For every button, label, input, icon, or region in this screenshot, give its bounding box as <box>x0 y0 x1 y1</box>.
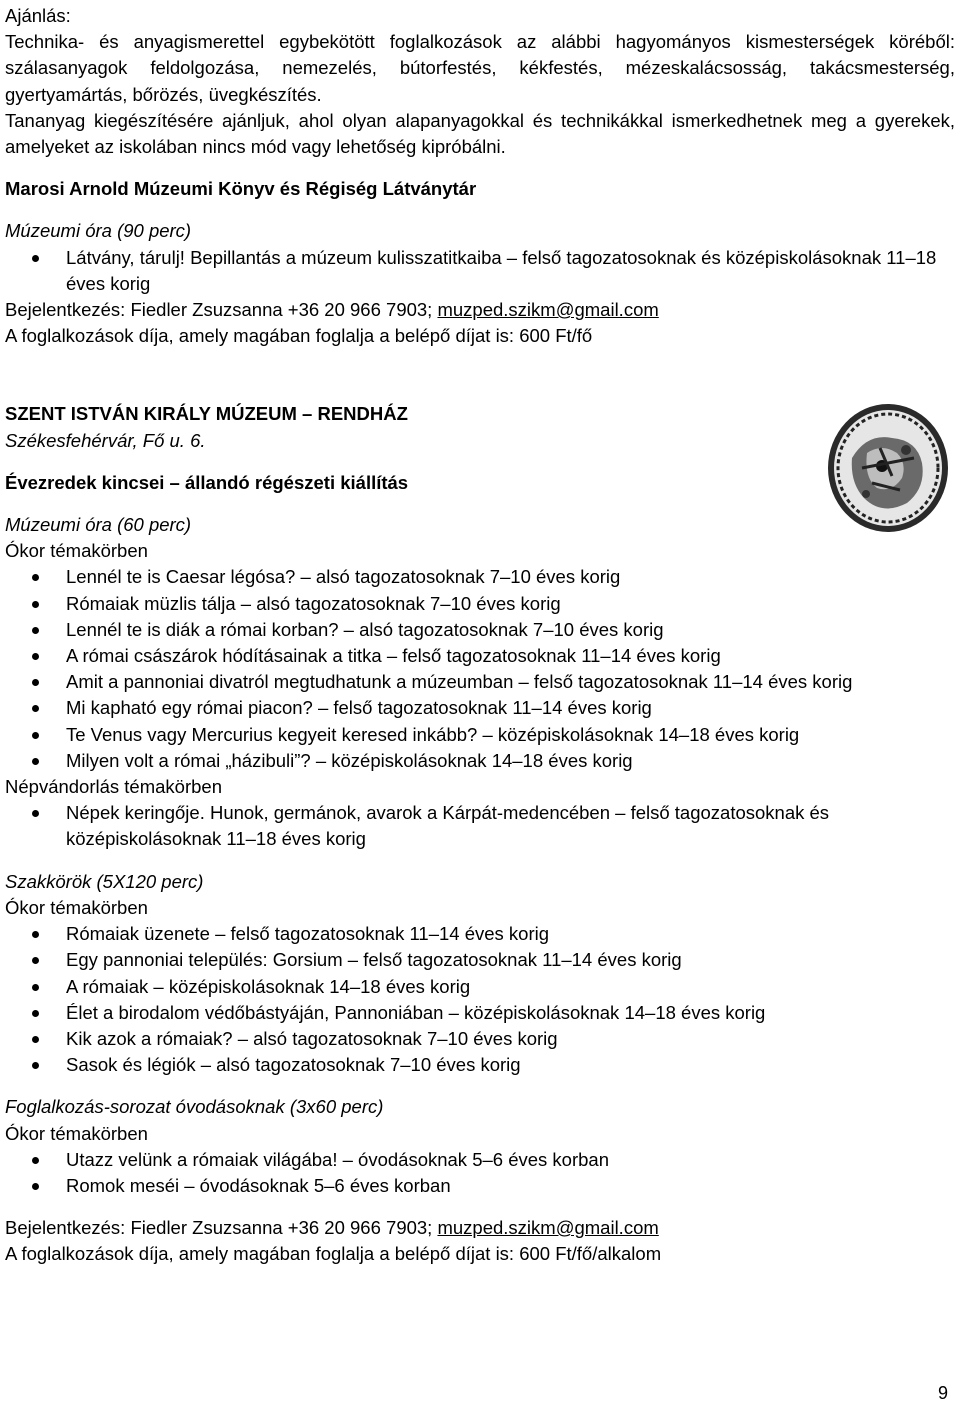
list-item: A rómaiak – középiskolásoknak 14–18 éves korig <box>5 974 955 1000</box>
intro-heading: Ajánlás: <box>5 5 71 26</box>
list-item: Lennél te is Caesar légósa? – alsó tagozatosoknak 7–10 éves korig <box>5 564 955 590</box>
list-item: Romok meséi – óvodásoknak 5–6 éves korban <box>5 1173 955 1199</box>
list-item: Mi kapható egy római piacon? – felső tagozatosoknak 11–14 éves korig <box>5 695 955 721</box>
list-item: Látvány, tárulj! Bepillantás a múzeum kulisszatitkaiba – felső tagozatosoknak és középiskolásoknak 11–18 éves korig <box>5 245 955 297</box>
lesson60-migration-list <box>5 800 955 852</box>
booking-text: Bejelentkezés: Fiedler Zsuzsanna +36 20 966 7903; <box>5 299 438 321</box>
marosi-lesson-subtitle: Múzeumi óra (90 perc) <box>5 220 192 242</box>
list-item: Te Venus vagy Mercurius kegyeit keresed inkább? – középiskolásoknak 14–18 éves korig <box>5 722 955 748</box>
list-item: Népek keringője. Hunok, germánok, avarok a Kárpát-medencében – felső tagozatosoknak és középiskolásoknak 11–18 éves korig <box>5 800 955 852</box>
footer-fee: A foglalkozások díja, amely magában foglalja a belépő díjat is: 600 Ft/fő/alkalom <box>5 1243 662 1265</box>
footer-booking <box>5 1215 955 1241</box>
clubs-list <box>5 921 955 1078</box>
lesson60-ancient-list <box>5 564 955 774</box>
list-item: Rómaiak üzenete – felső tagozatosoknak 11–14 éves korig <box>5 921 955 947</box>
marosi-fee: A foglalkozások díja, amely magában foglalja a belépő díjat is: 600 Ft/fő <box>5 325 593 347</box>
list-item: Amit a pannoniai divatról megtudhatunk a múzeumban – felső tagozatosoknak 11–14 éves korig <box>5 669 955 695</box>
list-item: Sasok és légiók – alsó tagozatosoknak 7–10 éves korig <box>5 1052 955 1078</box>
list-item: A római császárok hódításainak a titka – felső tagozatosoknak 11–14 éves korig <box>5 643 955 669</box>
lesson60-topic-ancient: Ókor témakörben <box>5 540 148 562</box>
exhibition-title: Évezredek kincsei – állandó régészeti kiállítás <box>5 471 409 493</box>
list-item: Utazz velünk a rómaiak világába! – óvodásoknak 5–6 éves korban <box>5 1147 955 1173</box>
email-link[interactable]: muzped.szikm@gmail.com <box>437 1217 659 1239</box>
museum-address: Székesfehérvár, Fő u. 6. <box>5 429 206 451</box>
email-link[interactable]: muzped.szikm@gmail.com <box>437 299 659 321</box>
lesson60-topic-migration: Népvándorlás témakörben <box>5 776 222 798</box>
intro-paragraph-curriculum: Tananyag kiegészítésére ajánljuk, ahol olyan alapanyagokkal és technikákkal ismerkedhetnek meg a gyerekek, amelyeket az iskolában nincs mód vagy lehetőség kipróbálni. <box>5 109 955 158</box>
document-page <box>5 3 955 1268</box>
list-item: Rómaiak müzlis tálja – alsó tagozatosoknak 7–10 éves korig <box>5 591 955 617</box>
clubs-topic: Ókor témakörben <box>5 896 148 918</box>
list-item: Kik azok a rómaiak? – alsó tagozatosoknak 7–10 éves korig <box>5 1026 955 1052</box>
list-item: Lennél te is diák a római korban? – alsó tagozatosoknak 7–10 éves korig <box>5 617 955 643</box>
museum-name: SZENT ISTVÁN KIRÁLY MÚZEUM – RENDHÁZ <box>5 403 408 425</box>
clubs-subtitle: Szakkörök (5X120 perc) <box>5 870 204 892</box>
booking-text: Bejelentkezés: Fiedler Zsuzsanna +36 20 966 7903; <box>5 1217 438 1239</box>
marosi-title: Marosi Arnold Múzeumi Könyv és Régiség Látványtár <box>5 178 477 200</box>
medieval-coin-icon <box>822 398 952 538</box>
list-item: Milyen volt a római „házibuli”? – középiskolásoknak 14–18 éves korig <box>5 748 955 774</box>
page-number: 9 <box>937 1383 948 1403</box>
kinder-topic: Ókor témakörben <box>5 1122 148 1144</box>
kinder-list <box>5 1147 955 1199</box>
list-item: Élet a birodalom védőbástyáján, Pannoniában – középiskolásoknak 14–18 éves korig <box>5 1000 955 1026</box>
marosi-list <box>5 245 955 297</box>
intro-paragraph-crafts: Technika- és anyagismerettel egybekötött foglalkozások az alábbi hagyományos kismesterségek köréből: szálasanyagok feldolgozása, nemezelés, bútorfestés, kékfestés, mézeskalácsosság, takácsmesterség, gyertyamártás, bőrözés, üvegkészítés. <box>5 31 955 105</box>
kinder-subtitle: Foglalkozás-sorozat óvodásoknak (3x60 perc) <box>5 1096 384 1118</box>
lesson60-subtitle: Múzeumi óra (60 perc) <box>5 514 192 536</box>
list-item: Egy pannoniai település: Gorsium – felső tagozatosoknak 11–14 éves korig <box>5 947 955 973</box>
marosi-booking <box>5 297 955 323</box>
